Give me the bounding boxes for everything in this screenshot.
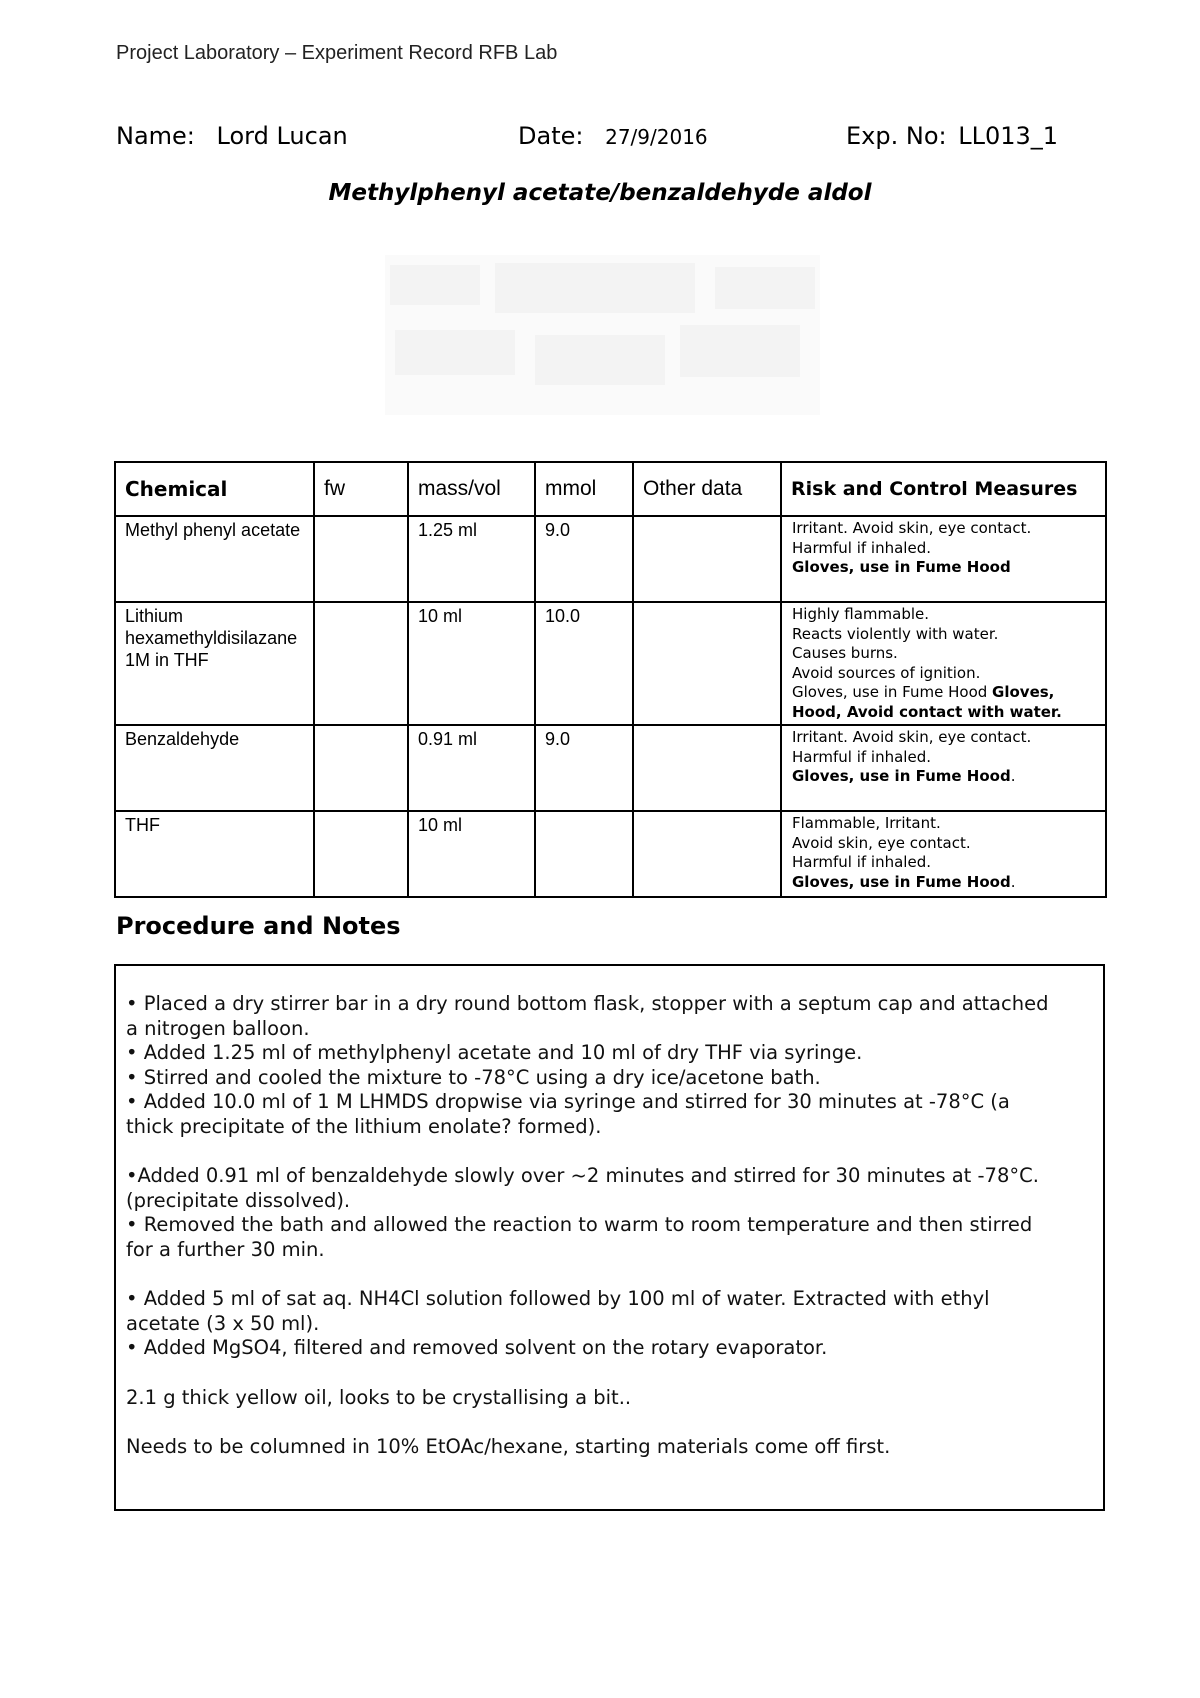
procedure-line: thick precipitate of the lithium enolate? formed). (126, 1114, 602, 1138)
procedure-line: 2.1 g thick yellow oil, looks to be crystallising a bit.. (126, 1385, 632, 1409)
procedure-line: acetate (3 x 50 ml). (126, 1311, 320, 1335)
table-row (115, 725, 1106, 811)
risk-line: Avoid sources of ignition. (792, 663, 981, 682)
fw-cell (314, 602, 408, 725)
risk-tail: . (1010, 872, 1016, 891)
header-mass-vol: mass/vol (408, 462, 535, 516)
procedure-line: • Removed the bath and allowed the reaction to warm to room temperature and then stirred (126, 1213, 1033, 1237)
procedure-line: • Added 10.0 ml of 1 M LHMDS dropwise via syringe and stirred for 30 minutes at -78°C (a (126, 1090, 1010, 1114)
header-risk-control: Risk and Control Measures (781, 462, 1106, 516)
risk-cell (781, 725, 1106, 811)
reaction-scheme-image (385, 255, 820, 415)
risk-control-bold: Gloves, Hood, Avoid contact with water. (792, 683, 1062, 721)
risk-line: Avoid skin, eye contact. (792, 833, 971, 852)
blank-line (126, 1410, 1103, 1435)
fw-cell (314, 725, 408, 811)
procedure-line: Needs to be columned in 10% EtOAc/hexane, starting materials come off first. (126, 1434, 891, 1458)
blank-line (126, 1140, 1103, 1165)
mass-vol-cell: 10 ml (408, 602, 535, 725)
date-value: 27/9/2016 (605, 125, 708, 149)
mass-vol-cell: 1.25 ml (408, 516, 535, 602)
chemical-cell: Lithium hexamethyldisilazane 1M in THF (115, 602, 314, 725)
risk-line: Flammable, Irritant. (792, 814, 941, 832)
chemicals-table (114, 461, 1107, 898)
mass-vol-cell: 0.91 ml (408, 725, 535, 811)
procedure-line: • Placed a dry stirrer bar in a dry round bottom flask, stopper with a septum cap and attached (126, 992, 1049, 1015)
procedure-notes-box (114, 964, 1105, 1511)
name-label: Name: (116, 122, 195, 150)
procedure-line: • Added 5 ml of sat aq. NH4Cl solution followed by 100 ml of water. Extracted with ethyl (126, 1287, 990, 1311)
risk-line: Irritant. Avoid skin, eye contact. (792, 728, 1032, 746)
date-field (518, 122, 708, 150)
date-label: Date: (518, 122, 584, 150)
mmol-cell: 9.0 (535, 516, 633, 602)
table-row (115, 516, 1106, 602)
header-fw: fw (314, 462, 408, 516)
header-chemical: Chemical (115, 462, 314, 516)
procedure-line: • Added MgSO4, filtered and removed solvent on the rotary evaporator. (126, 1336, 828, 1360)
other-data-cell (633, 725, 781, 811)
header-other-data: Other data (633, 462, 781, 516)
risk-control-bold: Gloves, use in Fume Hood (792, 558, 1011, 576)
mmol-cell: 9.0 (535, 725, 633, 811)
exp-number-value: LL013_1 (958, 122, 1059, 150)
risk-line: Reacts violently with water. (792, 624, 999, 643)
other-data-cell (633, 516, 781, 602)
table-header-row (115, 462, 1106, 516)
blank-line (126, 1263, 1103, 1288)
other-data-cell (633, 602, 781, 725)
risk-line: Harmful if inhaled. (792, 747, 931, 766)
fw-cell (314, 811, 408, 897)
blank-line (126, 1361, 1103, 1386)
exp-number-label: Exp. No: (846, 122, 947, 150)
mass-vol-cell: 10 ml (408, 811, 535, 897)
procedure-line: • Stirred and cooled the mixture to -78°C using a dry ice/acetone bath. (126, 1065, 821, 1089)
chemical-cell: Methyl phenyl acetate (115, 516, 314, 602)
procedure-line: •Added 0.91 ml of benzaldehyde slowly over ~2 minutes and stirred for 30 minutes at -78°C. (126, 1164, 1039, 1188)
chemical-cell: Benzaldehyde (115, 725, 314, 811)
risk-line: Harmful if inhaled. (792, 853, 931, 871)
table-row (115, 602, 1106, 725)
experiment-title: Methylphenyl acetate/benzaldehyde aldol (328, 180, 872, 206)
mmol-cell (535, 811, 633, 897)
other-data-cell (633, 811, 781, 897)
procedure-line: a nitrogen balloon. (126, 1016, 310, 1040)
risk-line: Causes burns. (792, 644, 898, 662)
header-mmol: mmol (535, 462, 633, 516)
risk-cell (781, 602, 1106, 725)
mmol-cell: 10.0 (535, 602, 633, 725)
procedure-line: (precipitate dissolved). (126, 1188, 351, 1212)
risk-tail: . (1010, 767, 1016, 785)
table-row (115, 811, 1106, 897)
risk-control-bold: Gloves, use in Fume Hood (792, 767, 1011, 785)
procedure-notes-text (116, 966, 1103, 1459)
risk-line: Highly flammable. (792, 605, 930, 623)
procedure-line: • Added 1.25 ml of methylphenyl acetate and 10 ml of dry THF via syringe. (126, 1041, 863, 1065)
page-header: Project Laboratory – Experiment Record RFB Lab (116, 42, 558, 64)
name-field (116, 122, 348, 150)
name-value: Lord Lucan (216, 122, 348, 150)
procedure-line: for a further 30 min. (126, 1237, 325, 1261)
risk-line: Irritant. Avoid skin, eye contact. (792, 519, 1032, 537)
risk-control-bold: Gloves, use in Fume Hood (792, 872, 1011, 891)
exp-number-field (846, 122, 1058, 150)
risk-line: Harmful if inhaled. (792, 538, 931, 557)
risk-cell (781, 811, 1106, 897)
risk-control-plain: Gloves, use in Fume Hood (792, 683, 988, 701)
chemical-cell: THF (115, 811, 314, 897)
procedure-heading: Procedure and Notes (116, 912, 401, 940)
fw-cell (314, 516, 408, 602)
risk-cell (781, 516, 1106, 602)
